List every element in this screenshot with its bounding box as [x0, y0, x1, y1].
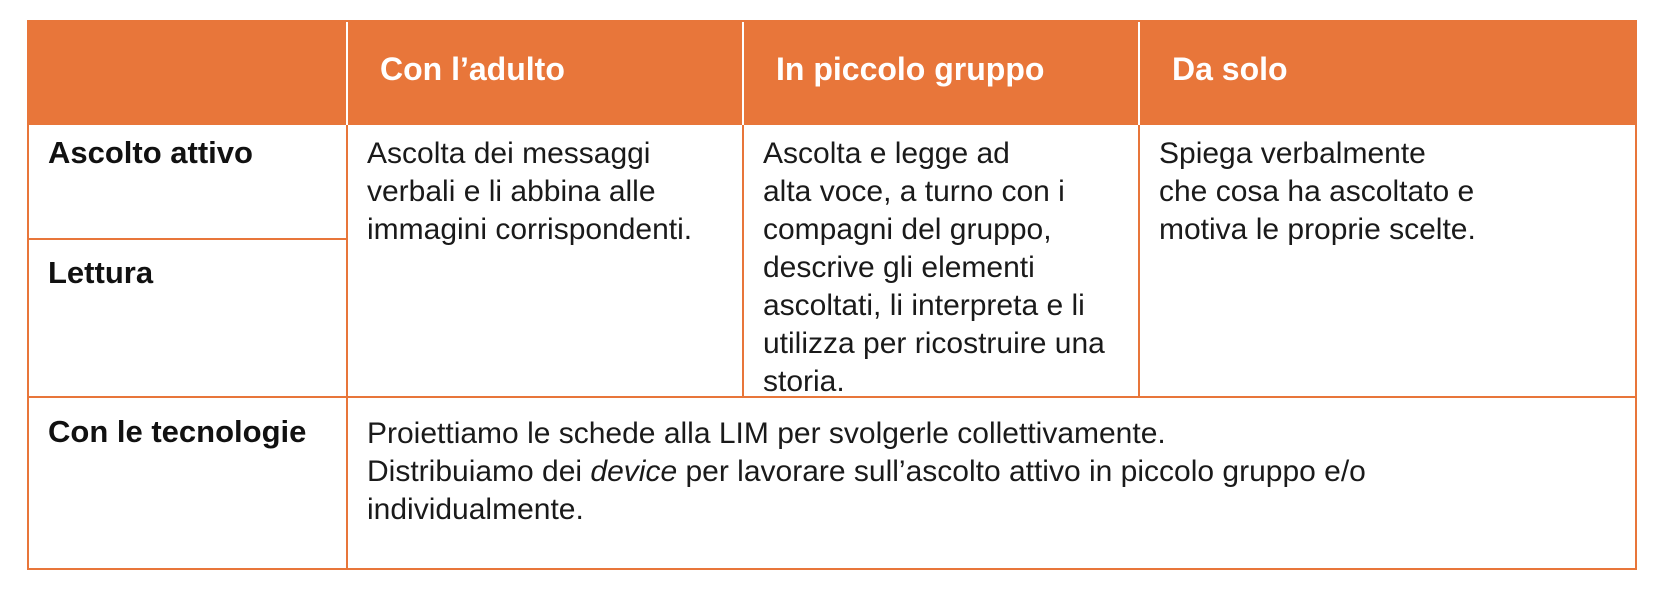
header-cell-con-adulto — [347, 22, 743, 125]
cell-text-line: alta voce, a turno con i — [763, 175, 1065, 208]
row-label-con-le-tecnologie: Con le tecnologie — [48, 414, 307, 449]
column-divider — [742, 125, 744, 398]
cell-text-line: storia. — [763, 365, 845, 398]
cell-text-segment: per lavorare sull’ascolto attivo in piccolo gruppo e/o — [677, 455, 1366, 488]
cell-text-line: immagini corrispondenti. — [367, 213, 693, 246]
cell-text-line: Ascolta e legge ad — [763, 137, 1010, 170]
header-label-piccolo-gruppo: In piccolo gruppo — [776, 51, 1045, 87]
cell-con-adulto — [367, 135, 692, 249]
header-cell-da-solo — [1139, 22, 1635, 125]
column-divider — [1138, 125, 1140, 398]
cell-da-solo — [1159, 135, 1476, 249]
cell-text-line: Proiettiamo le schede alla LIM per svolgerle collettivamente. — [367, 417, 1166, 450]
cell-text-line: individualmente. — [367, 493, 584, 526]
cell-text-line — [367, 453, 1366, 491]
cell-text-line: utilizza per ricostruire una — [763, 327, 1105, 360]
activity-table — [27, 20, 1637, 570]
cell-text-line: compagni del gruppo, — [763, 213, 1052, 246]
row-divider — [29, 238, 347, 240]
cell-con-le-tecnologie — [367, 415, 1366, 529]
column-divider — [346, 125, 348, 568]
cell-text-line: motiva le proprie scelte. — [1159, 213, 1476, 246]
cell-text-line: Ascolta dei messaggi — [367, 137, 651, 170]
cell-text-segment: Distribuiamo dei — [367, 455, 591, 488]
header-label-da-solo: Da solo — [1172, 51, 1288, 87]
cell-text-line: descrive gli elementi — [763, 251, 1035, 284]
header-divider — [742, 22, 744, 125]
cell-text-emphasis: device — [590, 455, 678, 488]
row-label-lettura: Lettura — [48, 255, 154, 290]
header-label-con-adulto: Con l’adulto — [380, 51, 565, 87]
cell-text-line: verbali e li abbina alle — [367, 175, 656, 208]
cell-piccolo-gruppo — [763, 135, 1105, 401]
cell-text-line: ascoltati, li interpreta e li — [763, 289, 1085, 322]
cell-text-line: che cosa ha ascoltato e — [1159, 175, 1475, 208]
header-divider — [1138, 22, 1140, 125]
header-cell-empty — [29, 22, 347, 125]
header-divider — [346, 22, 348, 125]
header-cell-piccolo-gruppo — [743, 22, 1139, 125]
cell-text-line: Spiega verbalmente — [1159, 137, 1426, 170]
row-label-ascolto-attivo: Ascolto attivo — [48, 135, 253, 170]
